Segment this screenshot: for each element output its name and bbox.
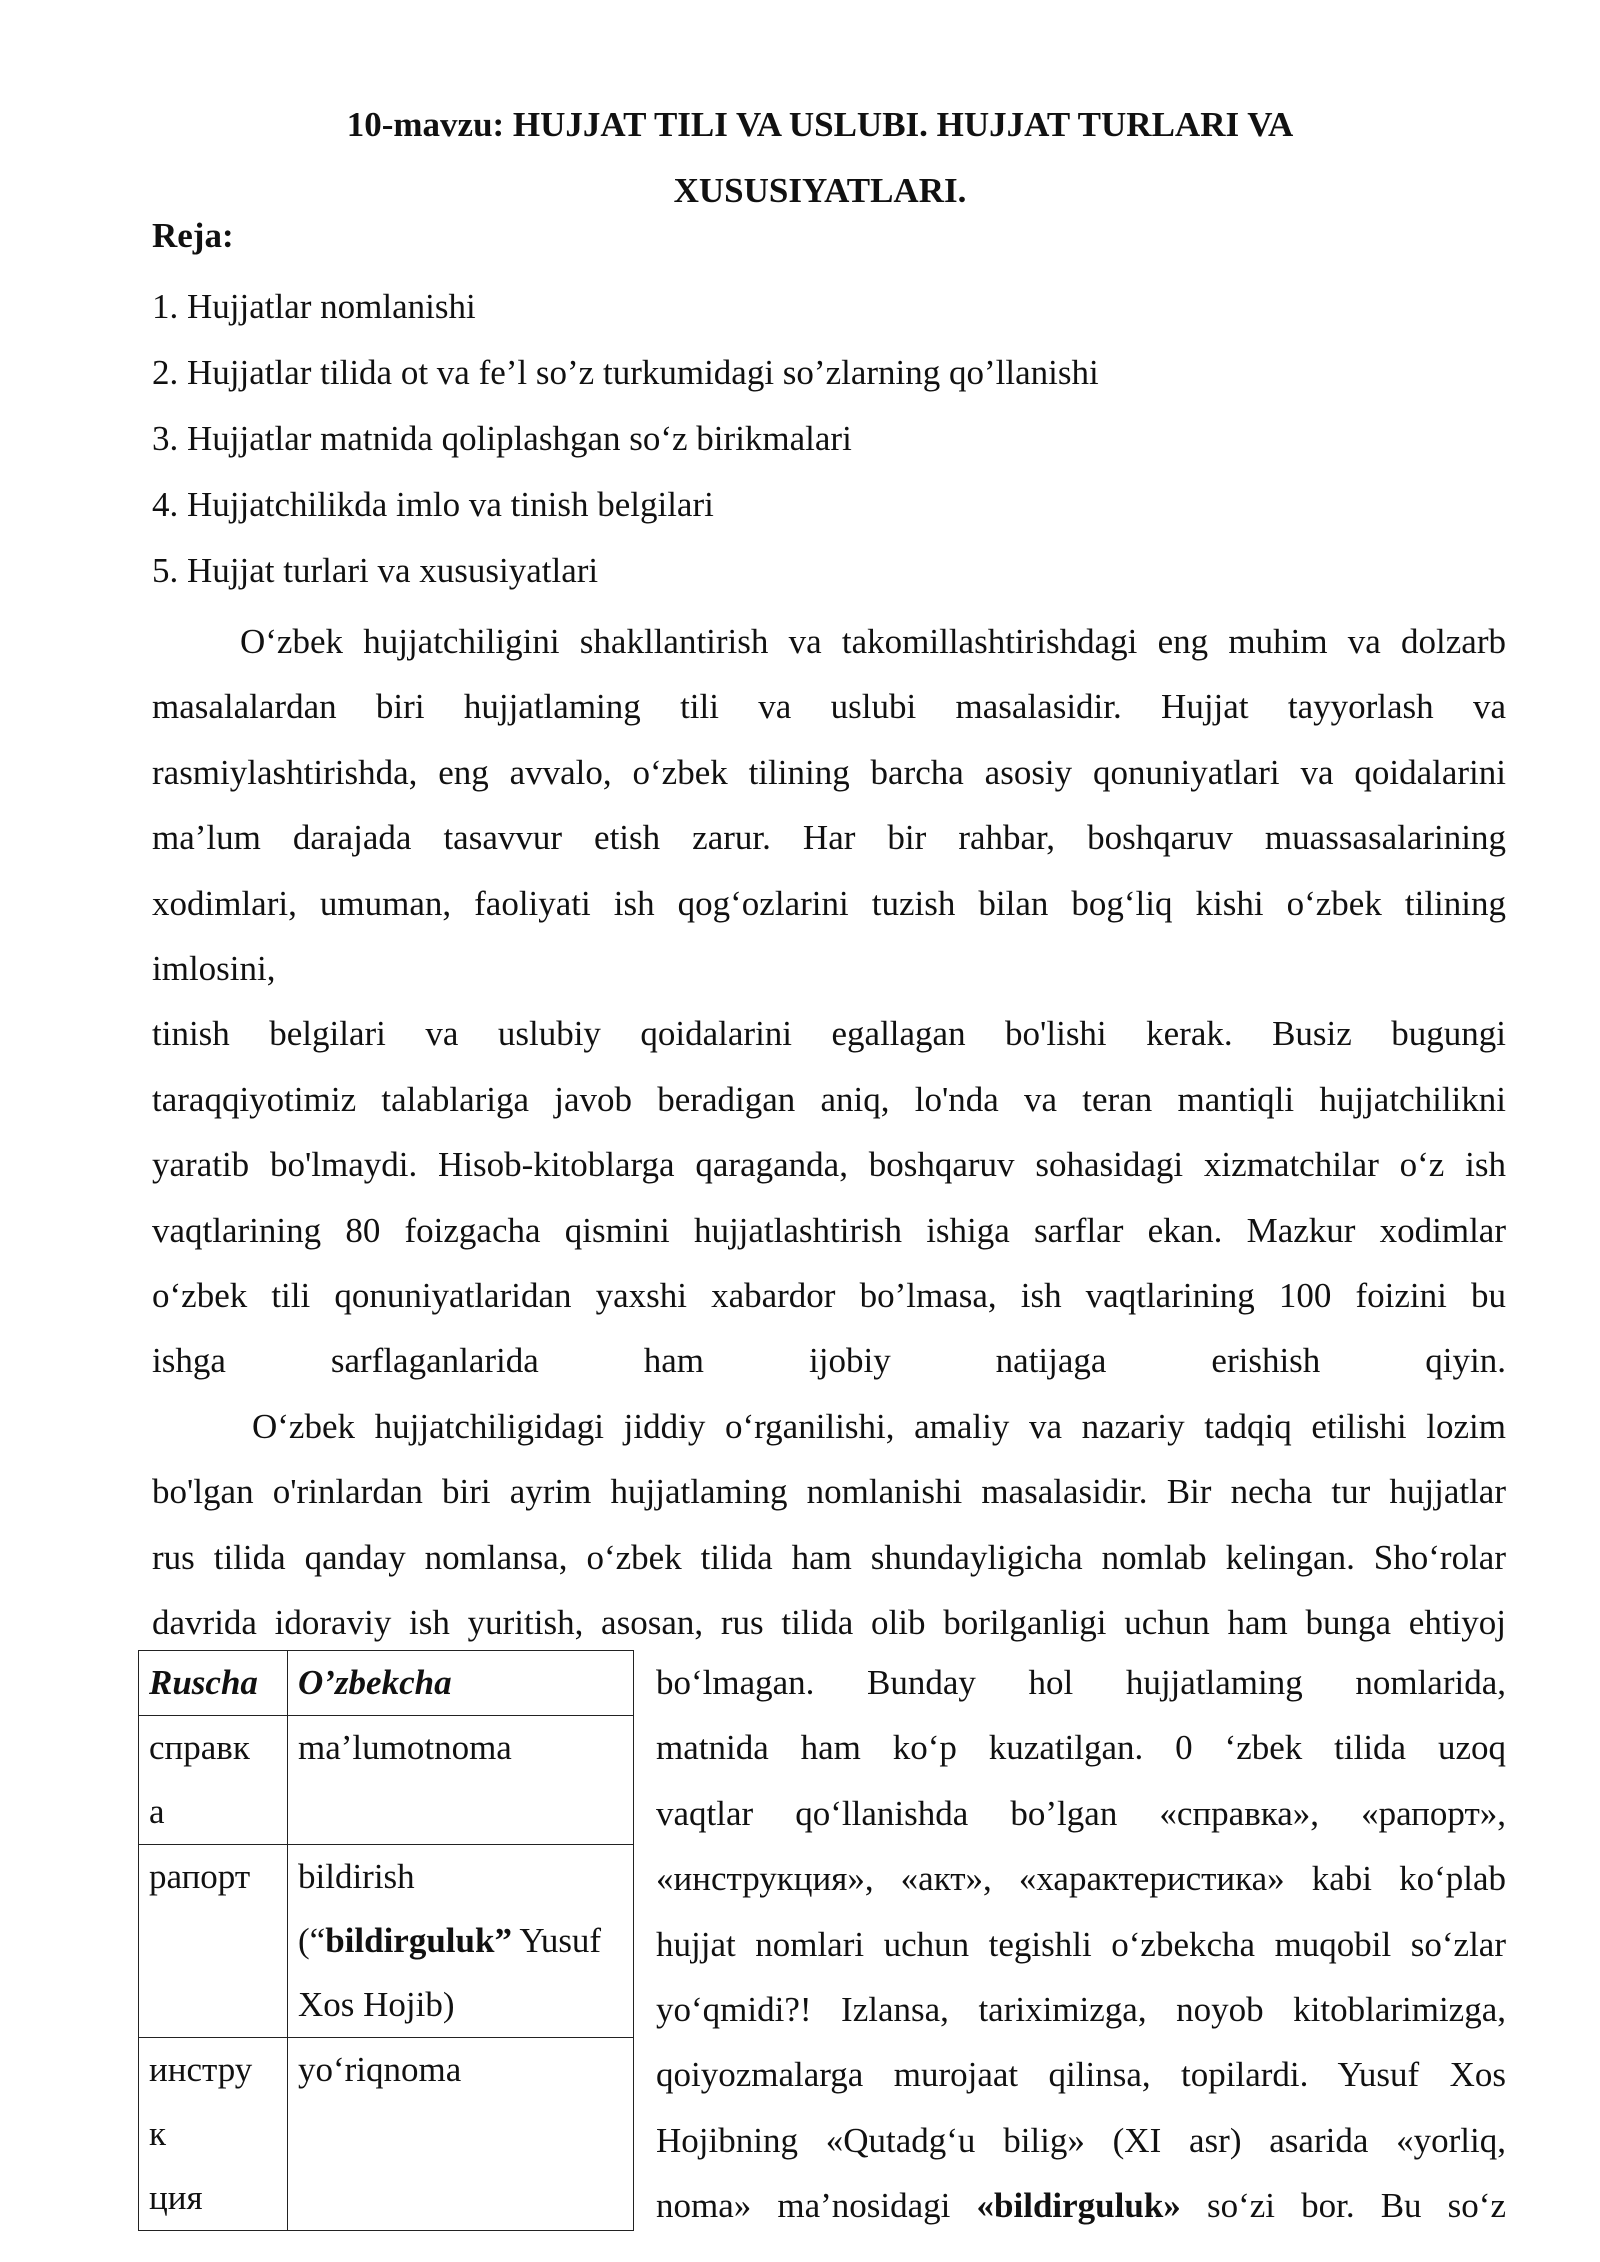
cell-text: рапорт <box>149 1857 251 1896</box>
cell-text: yo‘riqnoma <box>298 2050 462 2089</box>
cell-bold-term: bildirguluk” <box>325 1921 512 1960</box>
cell-text: справк <box>149 1728 250 1767</box>
title-line-1: 10-mavzu: HUJJAT TILI VA USLUBI. HUJJAT TURLARI VA <box>346 105 1294 144</box>
plan-list <box>152 282 1099 612</box>
table-row <box>139 1845 634 2038</box>
text-line: ma’lum darajada tasavvur etish zarur. Har bir rahbar, boshqaruv muassasalarining <box>152 818 1506 858</box>
cell-text: Yusuf Xos Hojib) <box>298 1921 602 2024</box>
bold-term: «bildirguluk» <box>976 2186 1181 2226</box>
text-line: o‘zbek tili qonuniyatlaridan yaxshi xabardor bo’lmasa, ish vaqtlarining 100 foizini bu <box>152 1276 1506 1316</box>
cell-text: инстру <box>149 2050 253 2089</box>
cell-russian <box>139 1845 288 2038</box>
text-line <box>656 2173 1506 2238</box>
text-line: Hojibning «Qutadg‘u bilig» (XI asr) asarida «yorliq, <box>656 2120 1506 2160</box>
text-line: davrida idoraviy ish yuritish, asosan, rus tilida olib borilganligi uchun ham bunga ehtiyoj <box>152 1603 1506 1643</box>
cell-uzbek <box>288 1845 634 2038</box>
text-line: yaratib bo'lmaydi. Hisob-kitoblarga qaraganda, boshqaruv sohasidagi xizmatchilar o‘z ish <box>152 1145 1506 1185</box>
plan-item: 5. Hujjat turlari va xususiyatlari <box>152 551 599 590</box>
plan-heading: Reja: <box>152 216 234 255</box>
plan-item: 2. Hujjatlar tilida ot va fe’l so’z turkumidagi so’zlarning qo’llanishi <box>152 353 1099 392</box>
paragraph-1 <box>152 609 1506 1001</box>
table-header-row <box>139 1651 634 1716</box>
text-line: O‘zbek hujjatchiligidagi jiddiy o‘rganilishi, amaliy va nazariy tadqiq etilishi lozim <box>252 1406 1506 1446</box>
text-line: yo‘qmidi?! Izlansa, tariximizga, noyob kitoblarimizga, <box>656 1990 1506 2030</box>
text-line: imlosini, <box>152 949 276 989</box>
header-ozbekcha: O’zbekcha <box>288 1651 634 1716</box>
text-line: masalalardan biri hujjatlaming tili va uslubi masalasidir. Hujjat tayyorlash va <box>152 687 1506 727</box>
table-row <box>139 1716 634 1845</box>
cell-text: к <box>149 2114 167 2153</box>
text-fragment: so‘zi bor. Bu so‘z <box>1180 2186 1506 2226</box>
cell-russian <box>139 2038 288 2231</box>
cell-text: ция <box>149 2178 203 2217</box>
document-title <box>150 92 1490 224</box>
plan-item: 4. Hujjatchilikda imlo va tinish belgilari <box>152 485 714 524</box>
plan-item: 1. Hujjatlar nomlanishi <box>152 287 476 326</box>
text-line: rasmiylashtirishda, eng avvalo, o‘zbek tilining barcha asosiy qonuniyatlari va qoidalarini <box>152 752 1506 792</box>
text-fragment: noma» ma’nosidagi <box>656 2186 977 2226</box>
plan-item: 3. Hujjatlar matnida qoliplashgan so‘z birikmalari <box>152 419 852 458</box>
text-line: hujjat nomlari uchun tegishli o‘zbekcha muqobil so‘zlar <box>656 1924 1506 1964</box>
wrapped-text <box>656 1650 1506 2239</box>
cell-text: ma’lumotnoma <box>298 1728 512 1767</box>
text-line: qoiyozmalarga murojaat qilinsa, topilardi. Yusuf Xos <box>656 2055 1506 2095</box>
text-line: tinish belgilari va uslubiy qoidalarini egallagan bo'lishi kerak. Busiz bugungi <box>152 1014 1506 1054</box>
paragraph-2 <box>152 1001 1506 1393</box>
terms-table <box>138 1650 634 2231</box>
body-text <box>152 609 1506 1656</box>
text-line: bo‘lmagan. Bunday hol hujjatlaming nomlarida, <box>656 1663 1506 1702</box>
text-line: «инструкция», «акт», «характеристика» kabi ko‘plab <box>656 1859 1506 1899</box>
text-line: xodimlari, umuman, faoliyati ish qog‘ozlarini tuzish bilan bog‘liq kishi o‘zbek tilining <box>152 883 1506 923</box>
cell-russian <box>139 1716 288 1845</box>
paragraph-3-continued <box>656 1650 1506 2239</box>
text-line: rus tilida qanday nomlansa, o‘zbek tilida ham shundayligicha nomlab kelingan. Sho‘rolar <box>152 1537 1506 1577</box>
text-line: ishga sarflaganlarida ham ijobiy natijaga erishish qiyin. <box>152 1341 1506 1381</box>
text-line: vaqtlarining 80 foizgacha qismini hujjatlashtirish ishiga sarflar ekan. Mazkur xodimlar <box>152 1210 1506 1250</box>
text-line: bo'lgan o'rinlardan biri ayrim hujjatlaming nomlanishi masalasidir. Bir necha tur hujjatlar <box>152 1472 1506 1512</box>
header-ruscha: Ruscha <box>139 1651 288 1716</box>
text-line: taraqqiyotimiz talablariga javob beradigan aniq, lo'nda va teran mantiqli hujjatchilikni <box>152 1079 1506 1119</box>
cell-text: bildirish (“ <box>298 1857 415 1960</box>
cell-uzbek <box>288 2038 634 2231</box>
paragraph-3 <box>152 1394 1506 1656</box>
table-row <box>139 2038 634 2231</box>
cell-uzbek <box>288 1716 634 1845</box>
cell-text: а <box>149 1792 165 1831</box>
text-line: vaqtlar qo‘llanishda bo’lgan «справка», «рапорт», <box>656 1793 1506 1833</box>
text-line: matnida ham ko‘p kuzatilgan. 0 ‘zbek tilida uzoq <box>656 1728 1506 1768</box>
title-line-2: XUSUSIYATLARI. <box>673 171 967 210</box>
text-line: O‘zbek hujjatchiligini shakllantirish va takomillashtirishdagi eng muhim va dolzarb <box>240 622 1506 661</box>
